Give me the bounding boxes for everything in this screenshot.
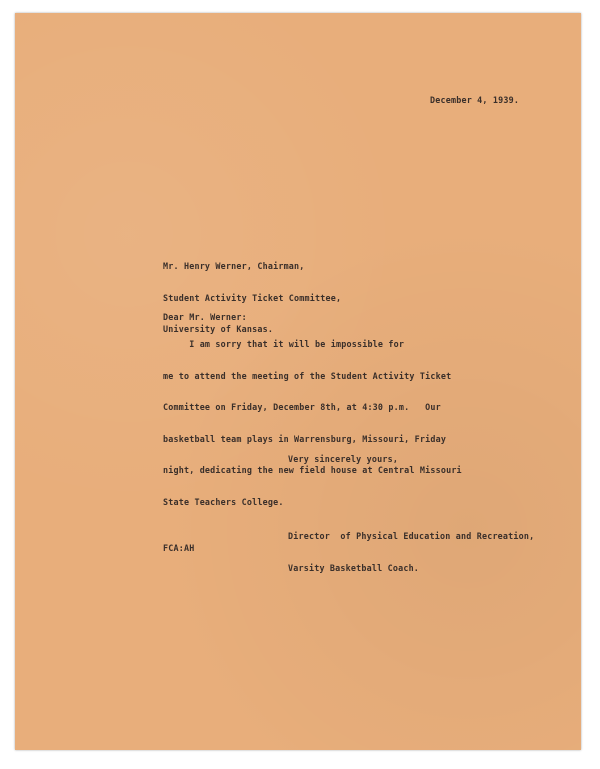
body-line: night, dedicating the new field house at Central Missouri (163, 465, 462, 475)
reference-line: FCA:AH (163, 543, 195, 553)
body-line: I am sorry that it will be impossible for (163, 339, 405, 349)
body-line: State Teachers College. (163, 496, 284, 507)
address-line: Mr. Henry Werner, Chairman, (163, 261, 305, 271)
date-line: December 4, 1939. (430, 95, 520, 105)
letter-body (163, 319, 462, 528)
signature-line: Director of Physical Education and Recreation, (288, 531, 535, 541)
address-line: University of Kansas. (163, 324, 274, 334)
signature-block (288, 511, 534, 594)
letter-date (430, 75, 519, 127)
address-line: Student Activity Ticket Committee, (163, 292, 342, 303)
body-line: basketball team plays in Warrensburg, Missouri, Friday (163, 433, 447, 444)
body-line: Committee on Friday, December 8th, at 4:30 p.m. Our (163, 402, 441, 412)
body-line: me to attend the meeting of the Student Activity Ticket (163, 370, 452, 381)
complimentary-close (288, 434, 398, 486)
closing-line: Very sincerely yours, (288, 454, 399, 464)
reference-initials (163, 523, 194, 575)
signature-line: Varsity Basketball Coach. (288, 562, 420, 573)
salutation-line: Dear Mr. Werner: (163, 312, 247, 322)
letter-page (15, 13, 581, 750)
